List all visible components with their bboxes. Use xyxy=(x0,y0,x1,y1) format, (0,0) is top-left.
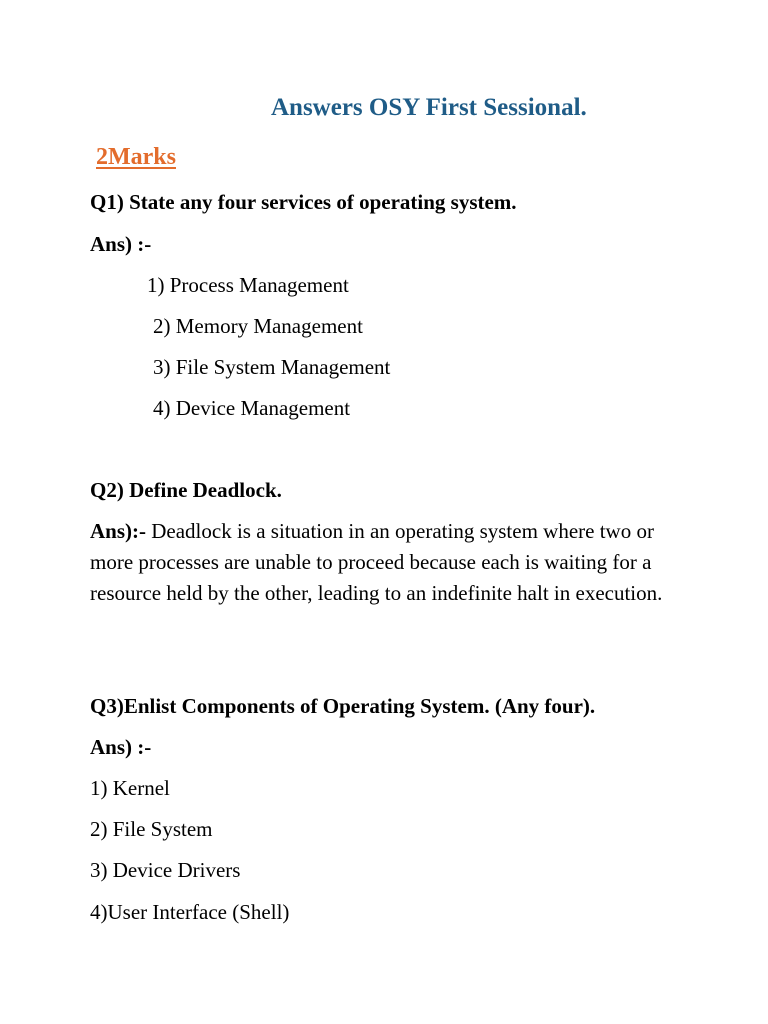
answer-1-item-4: 4) Device Management xyxy=(153,396,351,420)
answer-label-3: Ans) :- xyxy=(90,735,152,759)
question-1: Q1) State any four services of operating system. xyxy=(90,190,517,214)
answer-label-2: Ans):- xyxy=(90,519,146,543)
answer-1-item-1: 1) Process Management xyxy=(147,273,349,297)
answer-1-item-2: 2) Memory Management xyxy=(153,314,363,338)
section-heading: 2Marks xyxy=(96,144,176,170)
answer-3-item-3: 3) Device Drivers xyxy=(90,858,241,882)
answer-3-item-1: 1) Kernel xyxy=(90,776,170,800)
answer-2-paragraph xyxy=(90,516,690,609)
answer-3-item-4: 4)User Interface (Shell) xyxy=(90,900,290,924)
question-2: Q2) Define Deadlock. xyxy=(90,478,282,502)
answer-2-text: Deadlock is a situation in an operating system where two or more processes are unable to proceed because each is waiting for a resource held by the other, leading to an indefinite halt in execution. xyxy=(90,519,663,605)
question-3: Q3)Enlist Components of Operating System. (Any four). xyxy=(90,694,596,718)
answer-1-item-3: 3) File System Management xyxy=(153,355,391,379)
answer-3-item-2: 2) File System xyxy=(90,817,213,841)
answer-label-1: Ans) :- xyxy=(90,232,152,256)
document-title: Answers OSY First Sessional. xyxy=(271,94,587,121)
